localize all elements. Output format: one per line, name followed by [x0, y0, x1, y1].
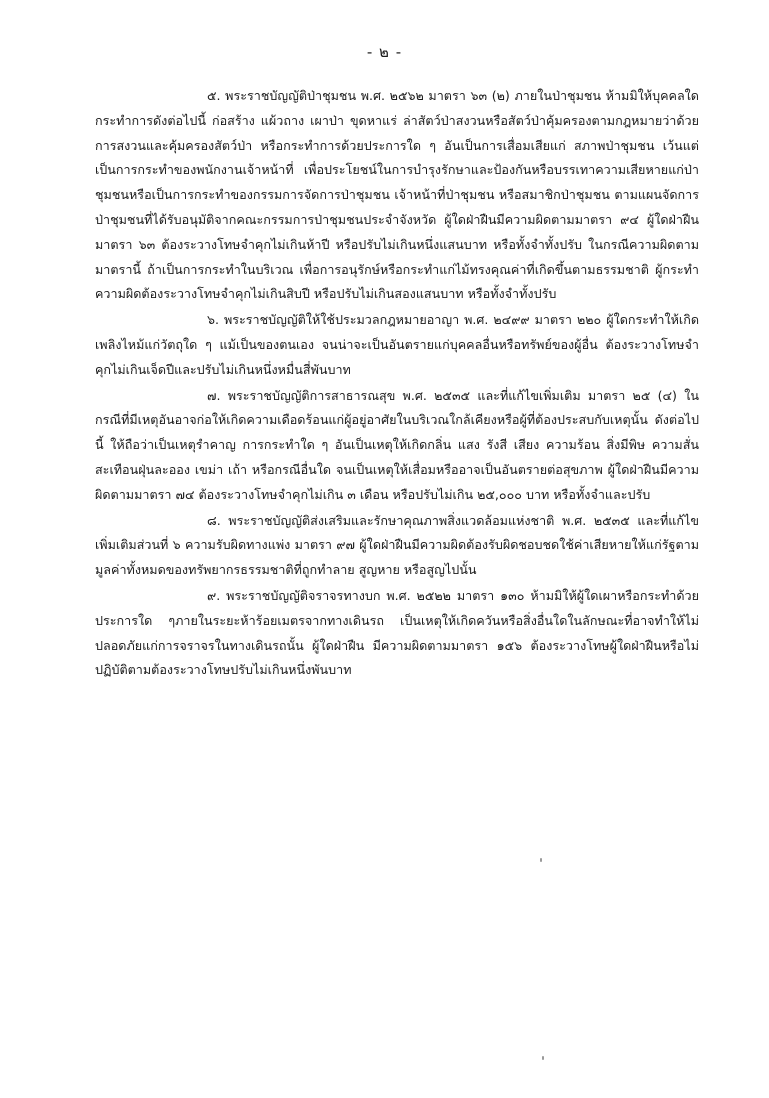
scan-speck — [540, 858, 542, 862]
paragraph-item-9: ๙. พระราชบัญญัติจราจรทางบก พ.ศ. ๒๕๒๒ มาตรา ๑๓๐ ห้ามมิให้ผู้ใดเผาหรือกระทำด้วยประการใด ๆภายในระยะห้าร้อยเมตรจากทางเดินรถ เป็นเหตุให้เกิดควันหรือสิ่งอื่นใดในลักษณะที่อาจทำให้ไม่ปลอดภัยแก่การจราจรในทางเดินรถนั้น ผู้ใดฝ่าฝืน มีความผิดตามมาตรา ๑๕๖ ต้องระวางโทษผู้ใดฝ่าฝืนหรือไม่ปฏิบัติตามต้องระวางโทษปรับไม่เกินหนึ่งพันบาท — [95, 587, 699, 678]
paragraph-item-7: ๗. พระราชบัญญัติการสาธารณสุข พ.ศ. ๒๕๓๕ และที่แก้ไขเพิ่มเติม มาตรา ๒๕ (๔) ในกรณีที่มีเหตุอันอาจก่อให้เกิดความเดือดร้อนแก่ผู้อยู่อาศัยในบริเวณใกล้เคียงหรือผู้ที่ต้องประสบกับเหตุนั้น ดังต่อไปนี้ ให้ถือว่าเป็นเหตุรำคาญ การกระทำใด ๆ อันเป็นเหตุให้เกิดกลิ่น แสง รังสี เสียง ความร้อน สิ่งมีพิษ ความสั่นสะเทือนฝุ่นละออง เขม่า เถ้า หรือกรณีอื่นใด จนเป็นเหตุให้เสื่อมหรืออาจเป็นอันตรายต่อสุขภาพ ผู้ใดฝ่าฝืนมีความผิดตามมาตรา ๗๔ ต้องระวางโทษจำคุกไม่เกิน ๓ เดือน หรือปรับไม่เกิน ๒๕,๐๐๐ บาท หรือทั้งจำและปรับ — [95, 387, 699, 502]
document-body — [95, 84, 699, 683]
page-number: - ๒ - — [366, 43, 403, 61]
paragraph-item-8: ๘. พระราชบัญญัติส่งเสริมและรักษาคุณภาพสิ่งแวดล้อมแห่งชาติ พ.ศ. ๒๕๓๕ และที่แก้ไขเพิ่มเติมส่วนที่ ๖ ความรับผิดทางแพ่ง มาตรา ๙๗ ผู้ใดฝ่าฝืนมีความผิดต้องรับผิดชอบชดใช้ค่าเสียหายให้แก่รัฐตามมูลค่าทั้งหมดของทรัพยากรธรรมชาติที่ถูกทำลาย สูญหาย หรือสูญไปนั้น — [95, 512, 699, 578]
paragraph-item-6: ๖. พระราชบัญญัติให้ใช้ประมวลกฎหมายอาญา พ.ศ. ๒๔๙๙ มาตรา ๒๒๐ ผู้ใดกระทำให้เกิดเพลิงไหม้แก่วัตถุใด ๆ แม้เป็นของตนเอง จนน่าจะเป็นอันตรายแก่บุคคลอื่นหรือทรัพย์ของผู้อื่น ต้องระวางโทษจำคุกไม่เกินเจ็ดปีและปรับไม่เกินหนึ่งหมื่นสี่พันบาท — [95, 312, 699, 377]
scan-speck — [542, 1056, 544, 1060]
paragraph-item-5: ๕. พระราชบัญญัติป่าชุมชน พ.ศ. ๒๕๖๒ มาตรา ๖๓ (๒) ภายในป่าชุมชน ห้ามมิให้บุคคลใดกระทำการดังต่อไปนี้ ก่อสร้าง แผ้วถาง เผาป่า ขุดหาแร่ ล่าสัตว์ป่าสงวนหรือสัตว์ป่าคุ้มครองตามกฎหมายว่าด้วยการสงวนและคุ้มครองสัตว์ป่า หรือกระทำการด้วยประการใด ๆ อันเป็นการเสื่อมเสียแก่ สภาพป่าชุมชน เว้นแต่เป็นการกระทำของพนักงานเจ้าหน้าที่ เพื่อประโยชน์ในการบำรุงรักษาและป้องกันหรือบรรเทาความเสียหายแก่ป่าชุมชนหรือเป็นการกระทำของกรรมการจัดการป่าชุมชน เจ้าหน้าที่ป่าชุมชน หรือสมาชิกป่าชุมชน ตามแผนจัดการป่าชุมชนที่ได้รับอนุมัติจากคณะกรรมการป่าชุมชนประจำจังหวัด ผู้ใดฝ่าฝืนมีความผิดตามมาตรา ๙๔ ผู้ใดฝ่าฝืนมาตรา ๖๓ ต้องระวางโทษจำคุกไม่เกินห้าปี หรือปรับไม่เกินหนึ่งแสนบาท หรือทั้งจำทั้งปรับ ในกรณีความผิดตามมาตรานี้ ถ้าเป็นการกระทำในบริเวณ เพื่อการอนุรักษ์หรือกระทำแก่ไม้ทรงคุณค่าที่เกิดขึ้นตามธรรมชาติ ผู้กระทำความผิดต้องระวางโทษจำคุกไม่เกินสิบปี หรือปรับไม่เกินสองแสนบาท หรือทั้งจำทั้งปรับ — [95, 88, 699, 302]
